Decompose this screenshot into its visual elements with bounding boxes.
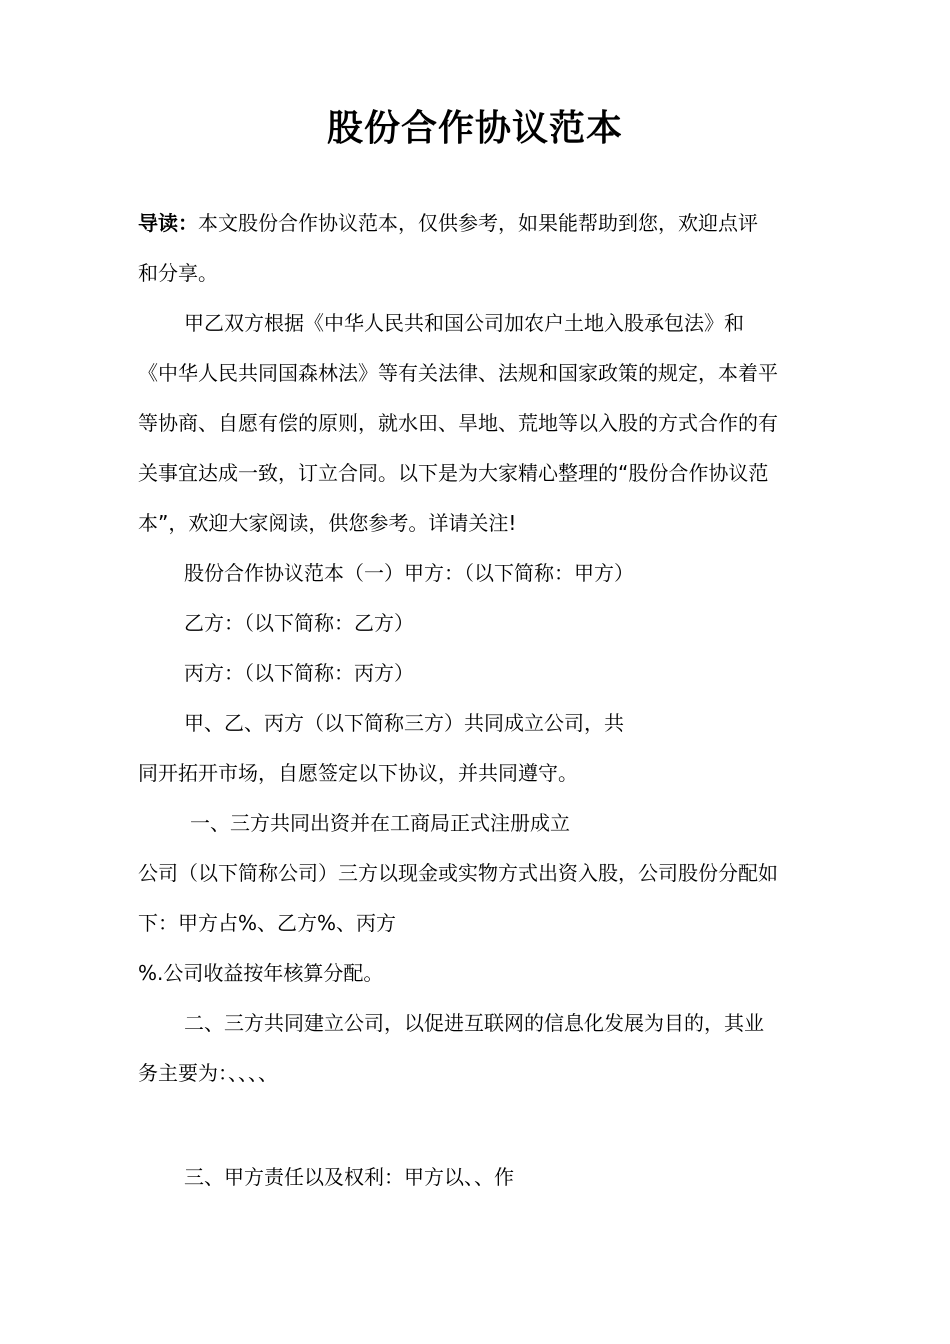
body-line-1: 甲乙双方根据《中华人民共和国公司加农户土地入股承包法》和: [184, 311, 744, 335]
body-line-5: 本”，欢迎大家阅读，供您参考。详请关注!: [138, 511, 517, 535]
clause-1-line-4: %.公司收益按年核算分配。: [138, 961, 384, 985]
clause-1-line-1: 一、三方共同出资并在工商局正式注册成立: [190, 811, 570, 835]
clause-1-line-3: 下：甲方占%、乙方%、丙方: [138, 911, 397, 935]
clause-3-line-1: 三、甲方责任以及权利：甲方以、、作: [184, 1165, 514, 1189]
intro-text: 本文股份合作协议范本，仅供参考，如果能帮助到您，欢迎点评: [198, 211, 758, 235]
intro-line-1: [138, 208, 838, 238]
party-c-line: 丙方：（以下简称：丙方）: [184, 661, 414, 685]
body-line-2: 《中华人民共同国森林法》等有关法律、法规和国家政策的规定，本着平: [138, 361, 778, 385]
clause-intro-line-1: 甲、乙、丙方（以下简称三方）共同成立公司，共: [184, 711, 624, 735]
clause-2-line-1: 二、三方共同建立公司，以促进互联网的信息化发展为目的，其业: [184, 1011, 764, 1035]
page-title: 股份合作协议范本: [326, 108, 623, 149]
clause-1-line-2: 公司（以下简称公司）三方以现金或实物方式出资入股，公司股份分配如: [138, 861, 778, 885]
body-line-4: 关事宜达成一致，订立合同。以下是为大家精心整理的“股份合作协议范: [138, 461, 769, 485]
body-line-3: 等协商、自愿有偿的原则，就水田、旱地、荒地等以入股的方式合作的有: [138, 411, 778, 435]
intro-label: 导读：: [138, 211, 198, 235]
clause-intro-line-2: 同开拓开市场，自愿签定以下协议，并共同遵守。: [138, 761, 578, 785]
intro-line-2: 和分享。: [138, 261, 218, 285]
party-b-line: 乙方：（以下简称：乙方）: [184, 611, 414, 635]
clause-2-line-2: 务主要为：、、、、: [138, 1061, 278, 1085]
party-a-line: 股份合作协议范本（一）甲方：（以下简称：甲方）: [184, 561, 634, 585]
